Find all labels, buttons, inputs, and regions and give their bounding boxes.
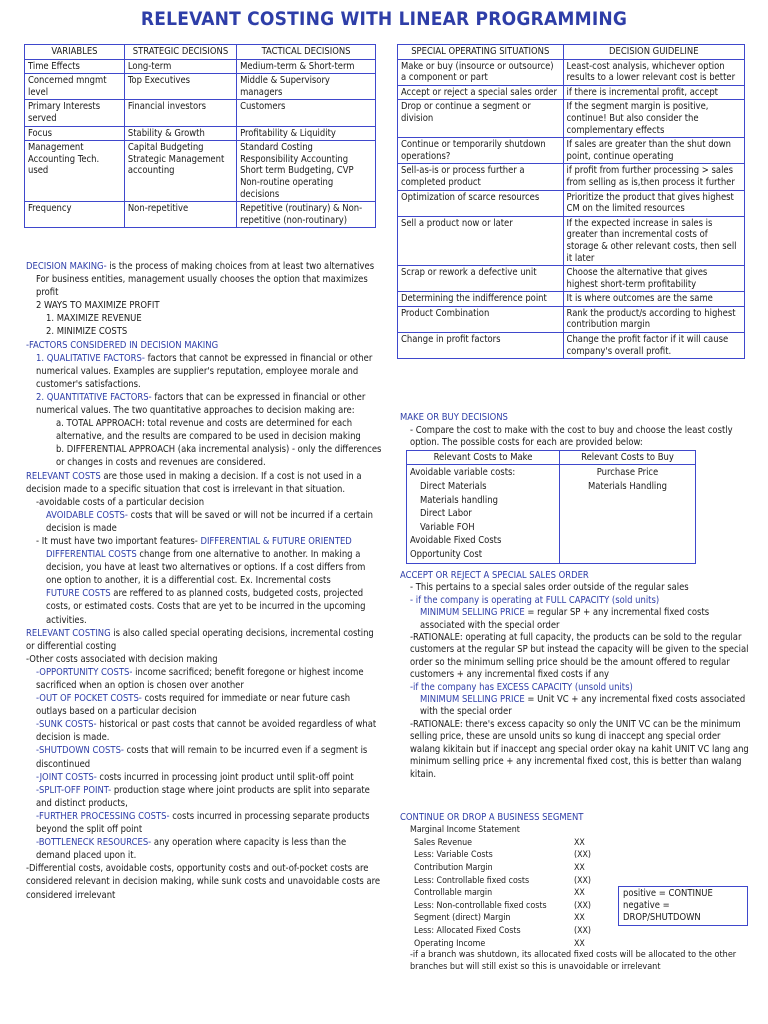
situations-cell: Product Combination — [398, 306, 564, 332]
income-label: Sales Revenue — [414, 837, 473, 848]
decisions-cell-line: Management Accounting Tech. used — [28, 142, 100, 177]
note-line — [26, 339, 382, 352]
decisions-cell — [25, 100, 125, 126]
note-line — [26, 810, 382, 836]
decisions-table — [24, 44, 376, 228]
situations-cell: Sell a product now or later — [398, 216, 564, 265]
income-amount: XX — [574, 888, 585, 899]
make-or-buy-heading: MAKE OR BUY DECISIONS — [400, 412, 508, 423]
note-term: -SUNK COSTS- — [36, 719, 97, 731]
situations-cell: Accept or reject a special sales order — [398, 85, 564, 100]
income-amount: (XX) — [574, 875, 592, 886]
decisions-cell-line: Medium-term & Short-term — [240, 60, 355, 72]
situations-cell: Make or buy (insource or outsource) a component or part — [398, 59, 564, 85]
income-row — [400, 925, 750, 938]
decisions-row — [25, 141, 376, 202]
decisions-cell-line: Capital Budgeting — [127, 142, 204, 154]
situations-row — [398, 216, 745, 265]
situations-cell: if profit from further processing > sales from selling as is,then process it further — [563, 164, 744, 190]
income-amount: XX — [574, 913, 585, 924]
make-or-buy-desc: - Compare the cost to make with the cost to buy and choose the least costly option. The possible costs for each are provided below: — [410, 424, 733, 449]
note-term: 1. QUALITATIVE FACTORS- — [36, 352, 145, 364]
note-text: change from one alternative to another. In making a decision, you have at least two alternatives or options. If a cost differs from one option to another, it is a differential cost. Ex. Incremental costs — [46, 549, 366, 587]
decisions-cell-line: Responsibility Accounting — [240, 153, 349, 165]
note-text: costs incurred in processing joint product until split-off point — [96, 771, 354, 783]
situations-header-1: DECISION GUIDELINE — [563, 45, 744, 60]
income-row — [400, 837, 750, 850]
note-line — [26, 587, 382, 626]
situations-cell: Sell-as-is or process further a completed product — [398, 164, 564, 190]
income-label: Controllable margin — [414, 888, 493, 899]
note-line — [26, 260, 382, 273]
income-amount: (XX) — [574, 900, 592, 911]
decisions-cell — [237, 202, 376, 228]
situations-cell: Determining the indifference point — [398, 292, 564, 307]
buy-costs-list — [560, 465, 696, 563]
note-term: 2. QUANTITATIVE FACTORS- — [36, 391, 152, 403]
income-label: Less: Controllable fixed costs — [414, 875, 530, 886]
make-cost-item: Avoidable variable costs: — [410, 467, 516, 479]
situations-cell: Rank the product/s according to highest contribution margin — [563, 306, 744, 332]
decisions-cell — [124, 141, 236, 202]
note-line — [26, 836, 382, 862]
decisions-cell-line: Profitability & Liquidity — [240, 127, 336, 139]
decisions-cell — [124, 74, 236, 100]
note-term: RELEVANT COSTING — [26, 627, 111, 639]
decisions-row — [25, 100, 376, 126]
note-text: 2 WAYS TO MAXIMIZE PROFIT — [36, 300, 160, 312]
situations-row — [398, 266, 745, 292]
decisions-cell — [25, 141, 125, 202]
note-line — [26, 443, 382, 469]
income-row — [400, 938, 750, 951]
decisions-header-0: VARIABLES — [25, 45, 125, 60]
note-term: -OUT OF POCKET COSTS- — [36, 693, 142, 705]
income-amount: XX — [574, 837, 585, 848]
decisions-row — [25, 126, 376, 141]
continue-drop-box — [618, 886, 748, 926]
decisions-cell — [237, 141, 376, 202]
note-line — [26, 666, 382, 692]
decisions-header-1: STRATEGIC DECISIONS — [124, 45, 236, 60]
note-term: DECISION MAKING- — [26, 261, 107, 272]
situations-row — [398, 138, 745, 164]
msp-label-excess: MINIMUM SELLING PRICE — [420, 694, 525, 706]
decisions-cell-line: Middle & Supervisory managers — [240, 75, 330, 98]
income-row — [400, 862, 750, 875]
decisions-cell — [124, 100, 236, 126]
income-amount: (XX) — [574, 925, 592, 936]
segment-note: -if a branch was shutdown, its allocated fixed costs will be allocated to the other branches but will still exist so this is unavoidable or irrelevant — [410, 950, 737, 972]
make-cost-item: Avoidable Fixed Costs — [410, 535, 502, 547]
note-line — [26, 273, 382, 299]
note-text: is also called special operating decisions, incremental costing or differential costing — [26, 627, 374, 652]
situations-cell: Prioritize the product that gives highest CM on the limited resources — [563, 190, 744, 216]
situations-cell: Change in profit factors — [398, 333, 564, 359]
situations-cell: If sales are greater than the shut down point, continue operating — [563, 138, 744, 164]
continue-rule: positive = CONTINUE — [623, 888, 713, 899]
decisions-cell-line: Short term Budgeting, CVP — [240, 165, 354, 177]
buy-cost-item: Purchase Price — [596, 467, 659, 479]
situations-cell: If the expected increase in sales is greater than incremental costs of storage & other relevant costs, then sell it later — [563, 216, 744, 265]
note-text: costs required for immediate or near future cash outlays based on a particular decision — [36, 693, 351, 718]
note-term: -SPLIT-OFF POINT- — [36, 784, 112, 796]
note-text: -Other costs associated with decision making — [26, 653, 218, 665]
note-text: -FACTORS CONSIDERED IN DECISION MAKING — [26, 339, 219, 351]
note-term: DIFFERENTIAL COSTS — [46, 549, 137, 561]
situations-header-0: SPECIAL OPERATING SITUATIONS — [398, 45, 564, 60]
page-title: RELEVANT COSTING WITH LINEAR PROGRAMMING — [140, 8, 628, 30]
note-line — [26, 352, 382, 391]
note-text: 2. MINIMIZE COSTS — [46, 326, 128, 338]
note-line — [26, 535, 382, 548]
situations-cell: Least-cost analysis, whichever option results to a lower relevant cost is better — [563, 59, 744, 85]
situations-cell: If the segment margin is positive, continue! But also consider the complementary effects — [563, 100, 744, 138]
situations-cell: It is where outcomes are the same — [563, 292, 744, 307]
income-label: Less: Variable Costs — [414, 850, 493, 861]
income-label: Less: Non-controllable fixed costs — [414, 900, 547, 911]
decisions-cell-line: Top Executives — [127, 75, 191, 87]
drop-rule: negative = DROP/SHUTDOWN — [623, 900, 701, 923]
note-line — [26, 744, 382, 770]
excess-capacity-line: -if the company has EXCESS CAPACITY (unsold units) — [410, 681, 633, 693]
situations-row — [398, 190, 745, 216]
note-text: costs incurred in processing separate products beyond the split off point — [36, 810, 370, 836]
rationale-excess-lead: -RATIONALE: — [410, 718, 463, 730]
situations-cell: Drop or continue a segment or division — [398, 100, 564, 138]
decisions-cell-line: Concerned mngmt level — [28, 75, 107, 98]
decisions-cell — [124, 59, 236, 74]
decisions-cell-line: Financial investors — [127, 101, 207, 113]
note-text: income sacrificed; benefit foregone or highest income sacrificed when an option is chosen over another — [36, 666, 364, 691]
decisions-cell — [25, 202, 125, 228]
note-line — [26, 299, 382, 312]
note-line — [26, 627, 382, 653]
note-text: any operation where capacity is less than the demand placed upon it. — [36, 837, 347, 862]
rationale-full-lead: -RATIONALE: — [410, 632, 463, 644]
decisions-cell-line: Stability & Growth — [127, 127, 205, 139]
decisions-row — [25, 59, 376, 74]
note-text: is the process of making choices from at least two alternatives — [106, 261, 375, 272]
statement-title: Marginal Income Statement — [410, 825, 520, 836]
make-buy-table — [406, 450, 696, 564]
situations-row — [398, 292, 745, 307]
note-line — [26, 548, 382, 587]
note-line — [26, 784, 382, 810]
income-amount: XX — [574, 863, 585, 873]
decision-making-notes — [26, 260, 382, 902]
decisions-row — [25, 74, 376, 100]
situations-cell: Choose the alternative that gives highest short-term profitability — [563, 266, 744, 292]
situations-row — [398, 164, 745, 190]
decisions-cell-line: Standard Costing — [240, 142, 313, 154]
note-line — [26, 509, 382, 535]
income-amount: (XX) — [574, 850, 592, 861]
income-label: Less: Allocated Fixed Costs — [414, 925, 521, 936]
decisions-cell — [124, 126, 236, 141]
make-or-buy-section — [400, 412, 746, 564]
note-term: DIFFERENTIAL & FUTURE ORIENTED — [197, 535, 352, 547]
note-line — [26, 692, 382, 718]
note-term: -OPPORTUNITY COSTS- — [36, 666, 133, 678]
note-text: -avoidable costs of a particular decision — [36, 496, 205, 508]
situations-row — [398, 85, 745, 100]
decisions-cell-line: Long-term — [127, 60, 172, 72]
situations-cell: if there is incremental profit, accept — [563, 85, 744, 100]
make-cost-item: Direct Materials — [420, 480, 487, 492]
note-text: factors that cannot be expressed in financial or other numerical values. Examples are supplier's reputation, employee morale and customer's satisfactions. — [36, 352, 373, 390]
rationale-full-text: operating at full capacity, the products can be sold to the regular customers at the regular SP but instead the capacity will be given to the special order so the minimum selling price should be the amount offered to regular customers + any incremental fixed costs if any — [410, 632, 749, 681]
note-text: historical or past costs that cannot be avoided regardless of what decision is made. — [36, 719, 377, 744]
decisions-cell — [25, 74, 125, 100]
decisions-cell — [25, 126, 125, 141]
make-cost-item: Variable FOH — [420, 521, 475, 533]
full-capacity-line: - if the company is operating at FULL CAPACITY (sold units) — [410, 594, 660, 606]
msp-full-text: = regular SP + any incremental fixed costs associated with the special order — [420, 607, 710, 631]
decisions-header-2: TACTICAL DECISIONS — [237, 45, 376, 60]
decisions-table-wrap — [24, 44, 376, 228]
note-text: costs that will be saved or will not be incurred if a certain decision is made — [46, 509, 373, 534]
decisions-cell — [124, 202, 236, 228]
make-costs-list — [407, 465, 560, 563]
note-text: For business entities, management usually chooses the option that maximizes profit — [36, 274, 368, 299]
note-line — [26, 391, 382, 417]
situations-row — [398, 306, 745, 332]
note-text: costs that will remain to be incurred even if a segment is discontinued — [36, 745, 368, 770]
note-text: factors that can be expressed in financial or other numerical values. The two quantitative approaches to decision making are: — [36, 391, 366, 417]
decisions-row — [25, 202, 376, 228]
note-line — [26, 496, 382, 509]
decisions-cell-line: Non-routine operating decisions — [240, 176, 334, 200]
note-term: FUTURE COSTS — [46, 588, 111, 600]
buy-header: Relevant Costs to Buy — [560, 450, 696, 465]
decisions-cell-line: Non-repetitive — [127, 203, 189, 215]
note-term: AVOIDABLE COSTS- — [46, 509, 128, 521]
note-line — [26, 718, 382, 744]
note-text: -Differential costs, avoidable costs, opportunity costs and out-of-pocket costs are considered relevant in decision making, while sunk costs and unavoidable costs are considered irrelevant — [26, 863, 381, 901]
decisions-cell — [25, 59, 125, 74]
situations-cell: Optimization of scarce resources — [398, 190, 564, 216]
situations-table-wrap — [397, 44, 745, 359]
make-cost-item: Direct Labor — [420, 508, 472, 520]
note-term: RELEVANT COSTS — [26, 470, 101, 482]
note-text: - It must have two important features- — [36, 535, 198, 547]
special-order-heading: ACCEPT OR REJECT A SPECIAL SALES ORDER — [400, 570, 589, 581]
note-text: are reffered to as planned costs, budgeted costs, projected costs, or estimated costs. Costs that are yet to be incurred in the upcoming activities. — [46, 588, 366, 626]
decisions-cell — [237, 74, 376, 100]
note-text: b. DIFFERENTIAL APPROACH (aka incremental analysis) - only the differences or changes in costs and revenues are considered. — [56, 444, 382, 469]
income-label: Operating Income — [414, 938, 486, 949]
decisions-cell-line: Frequency — [28, 203, 72, 215]
situations-row — [398, 100, 745, 138]
decisions-cell — [237, 126, 376, 141]
note-text: a. TOTAL APPROACH: total revenue and costs are determined for each alternative, and the results are compared to be used in decision making — [56, 418, 361, 443]
situations-row — [398, 333, 745, 359]
decisions-cell — [237, 100, 376, 126]
note-line — [26, 653, 382, 666]
note-line — [26, 862, 382, 901]
situations-cell: Change the profit factor if it will cause company's overall profit. — [563, 333, 744, 359]
situations-table — [397, 44, 745, 359]
note-line — [26, 470, 382, 496]
note-text: production stage where joint products are split into separate and distinct products, — [36, 784, 370, 809]
decisions-cell-line: Strategic Management accounting — [127, 153, 225, 177]
income-label: Contribution Margin — [414, 863, 493, 873]
note-line — [26, 325, 382, 338]
buy-cost-item: Materials Handling — [588, 480, 667, 492]
note-term: -JOINT COSTS- — [36, 771, 97, 783]
note-line — [26, 312, 382, 325]
decisions-cell-line: Time Effects — [28, 60, 80, 72]
decisions-cell-line: Primary Interests served — [28, 101, 101, 124]
segment-heading: CONTINUE OR DROP A BUSINESS SEGMENT — [400, 812, 584, 823]
situations-cell: Scrap or rework a defective unit — [398, 266, 564, 292]
msp-excess-text: = Unit VC + any incremental fixed costs associated with the special order — [420, 694, 746, 718]
make-header: Relevant Costs to Make — [407, 450, 560, 465]
rationale-excess-text: there's excess capacity so only the UNIT VC can be the minimum selling price, these are unsold units so kung di inaccept ang special order walang kikitain but if inaccept ang special order okay na kahit UNIT VC lang ang minimum selling price + any incremental fixed cost, this is better than walang kitain. — [410, 718, 749, 780]
decisions-cell — [237, 59, 376, 74]
special-order-section — [400, 570, 750, 781]
income-amount: XX — [574, 938, 585, 949]
note-line — [26, 417, 382, 443]
note-term: -BOTTLENECK RESOURCES- — [36, 837, 152, 849]
note-line — [26, 771, 382, 784]
situations-cell: Continue or temporarily shutdown operations? — [398, 138, 564, 164]
decisions-cell-line: Repetitive (routinary) & Non-repetitive (non-routinary) — [240, 203, 363, 226]
note-term: -FURTHER PROCESSING COSTS- — [36, 810, 170, 822]
special-order-line1: - This pertains to a special sales order outside of the regular sales — [410, 582, 689, 594]
income-label: Segment (direct) Margin — [414, 913, 511, 924]
income-row — [400, 849, 750, 862]
decisions-cell-line: Customers — [240, 101, 286, 113]
note-text: 1. MAXIMIZE REVENUE — [46, 313, 142, 325]
note-text: are those used in making a decision. If a cost is not used in a decision made to a specific situation that cost is irrelevant in that situation. — [26, 470, 362, 495]
msp-label-full: MINIMUM SELLING PRICE — [420, 607, 525, 619]
note-term: -SHUTDOWN COSTS- — [36, 745, 124, 757]
make-cost-item: Opportunity Cost — [410, 548, 483, 560]
make-cost-item: Materials handling — [420, 494, 498, 506]
decisions-cell-line: Focus — [28, 127, 53, 139]
situations-row — [398, 59, 745, 85]
